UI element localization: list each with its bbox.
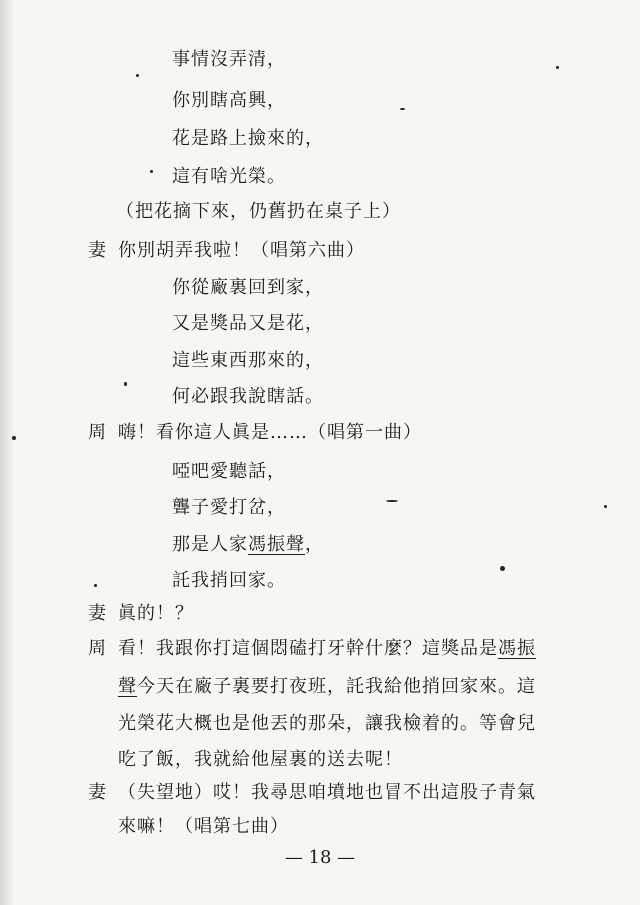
speaker-label: 妻 xyxy=(88,603,106,624)
verse-line: 何必跟我說瞎話。 xyxy=(172,386,324,407)
scan-speck xyxy=(136,74,139,77)
scan-speck xyxy=(386,500,398,502)
speech-text: 今天在廠子裏要打夜班，託我給他捎回家來。這 xyxy=(137,676,536,697)
underlined-name: 聲 xyxy=(118,676,137,697)
speaker-label: 周 xyxy=(88,638,106,659)
verse-line xyxy=(172,533,324,557)
speech-text: 看！我跟你打這個悶磕打牙幹什麼？這獎品是 xyxy=(118,638,498,659)
verse-line: 花是路上撿來的， xyxy=(172,128,324,149)
scan-speck xyxy=(604,505,607,508)
speech-line: 你別胡弄我啦！（唱第六曲） xyxy=(118,240,365,261)
verse-line: 事情沒弄清， xyxy=(172,49,286,70)
verse-line: 啞吧愛聽話， xyxy=(172,461,286,482)
verse-line: 聾子愛打岔， xyxy=(172,497,286,518)
underlined-name: 馮振聲 xyxy=(248,534,305,555)
verse-line: 又是獎品又是花， xyxy=(172,313,324,334)
verse-line: 託我捎回家。 xyxy=(172,570,286,591)
verse-line: 這有啥光榮。 xyxy=(172,166,286,187)
scan-speck xyxy=(556,66,559,69)
verse-text: 那是人家 xyxy=(172,534,248,555)
scan-speck xyxy=(94,584,97,587)
scan-speck xyxy=(150,170,153,173)
speech-line: （失望地）哎！我尋思咱墳地也冒不出這股子青氣 xyxy=(118,782,536,803)
underlined-name: 馮振 xyxy=(498,638,536,659)
speech-line xyxy=(118,637,536,661)
scan-speck xyxy=(500,566,505,571)
speech-continuation: 來嘛！（唱第七曲） xyxy=(118,816,289,837)
speaker-label: 妻 xyxy=(88,240,106,261)
stage-direction: （把花摘下來，仍舊扔在桌子上） xyxy=(116,201,401,222)
verse-line: 這些東西那來的， xyxy=(172,350,324,371)
verse-line: 你從廠裏回到家， xyxy=(172,277,324,298)
speech-line: 嗨！看你這人眞是……（唱第一曲） xyxy=(118,422,422,443)
speech-continuation xyxy=(118,675,536,699)
speech-continuation: 吃了飯，我就給他屋裏的送去呢！ xyxy=(118,749,403,770)
verse-line: 你別瞎高興， xyxy=(172,90,286,111)
page-number: — 18 — xyxy=(284,847,356,868)
speech-line: 眞的！？ xyxy=(118,603,194,624)
scan-edge-shadow xyxy=(0,0,14,905)
scan-speck xyxy=(400,108,405,110)
speaker-label: 周 xyxy=(88,422,106,443)
verse-text: ， xyxy=(305,534,324,555)
speech-continuation: 光榮花大概也是他丟的那朵，讓我檢着的。等會兒 xyxy=(118,713,536,734)
speaker-label: 妻 xyxy=(88,782,106,803)
scan-speck xyxy=(124,382,127,386)
scan-speck xyxy=(12,436,16,440)
